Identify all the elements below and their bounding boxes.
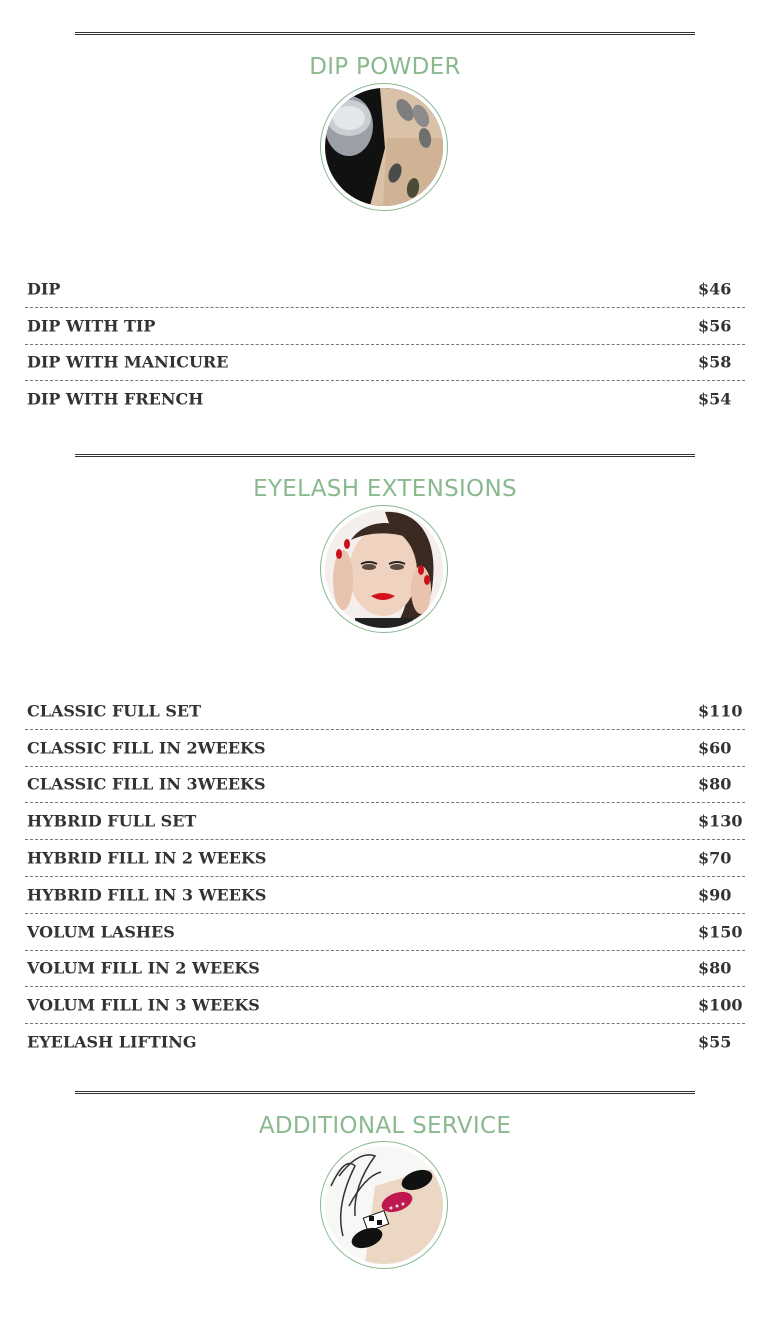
list-item <box>25 877 745 914</box>
section-divider <box>75 1091 695 1094</box>
service-price: $90 <box>698 885 732 905</box>
service-price: $58 <box>698 352 732 372</box>
section-title: DIP POWDER <box>309 54 461 80</box>
price-list <box>25 693 745 1060</box>
service-name: CLASSIC FILL IN 2WEEKS <box>27 738 266 758</box>
list-item <box>25 693 745 730</box>
list-item <box>25 730 745 767</box>
list-item <box>25 271 745 308</box>
list-item <box>25 308 745 345</box>
nails-jar-icon <box>320 83 448 211</box>
service-price: $46 <box>698 279 732 299</box>
section-title: ADDITIONAL SERVICE <box>258 1113 512 1139</box>
service-price: $80 <box>698 958 732 978</box>
list-item <box>25 803 745 840</box>
service-name: VOLUM LASHES <box>27 922 175 942</box>
service-name: DIP WITH MANICURE <box>27 352 229 372</box>
service-name: CLASSIC FILL IN 3WEEKS <box>27 774 266 794</box>
nail-art-icon <box>320 1141 448 1269</box>
service-price: $110 <box>698 701 743 721</box>
service-name: EYELASH LIFTING <box>27 1032 197 1052</box>
list-item <box>25 767 745 804</box>
price-list <box>25 271 745 417</box>
service-price: $100 <box>698 995 743 1015</box>
list-item <box>25 987 745 1024</box>
service-name: HYBRID FILL IN 2 WEEKS <box>27 848 267 868</box>
service-price: $150 <box>698 922 743 942</box>
service-price: $80 <box>698 774 732 794</box>
section-divider <box>75 32 695 35</box>
service-price: $70 <box>698 848 732 868</box>
service-name: CLASSIC FULL SET <box>27 701 201 721</box>
service-price: $54 <box>698 389 732 409</box>
service-name: VOLUM FILL IN 3 WEEKS <box>27 995 260 1015</box>
service-price: $130 <box>698 811 743 831</box>
service-name: VOLUM FILL IN 2 WEEKS <box>27 958 260 978</box>
list-item <box>25 914 745 951</box>
service-name: DIP WITH FRENCH <box>27 389 204 409</box>
service-price: $56 <box>698 316 732 336</box>
service-name: DIP <box>27 279 61 299</box>
service-price: $55 <box>698 1032 732 1052</box>
service-name: DIP WITH TIP <box>27 316 156 336</box>
list-item <box>25 1024 745 1060</box>
list-item <box>25 840 745 877</box>
woman-face-icon <box>320 505 448 633</box>
list-item <box>25 345 745 382</box>
service-price: $60 <box>698 738 732 758</box>
list-item <box>25 951 745 988</box>
section-title: EYELASH EXTENSIONS <box>253 476 517 502</box>
section-divider <box>75 454 695 457</box>
service-name: HYBRID FILL IN 3 WEEKS <box>27 885 267 905</box>
service-name: HYBRID FULL SET <box>27 811 197 831</box>
list-item <box>25 381 745 417</box>
